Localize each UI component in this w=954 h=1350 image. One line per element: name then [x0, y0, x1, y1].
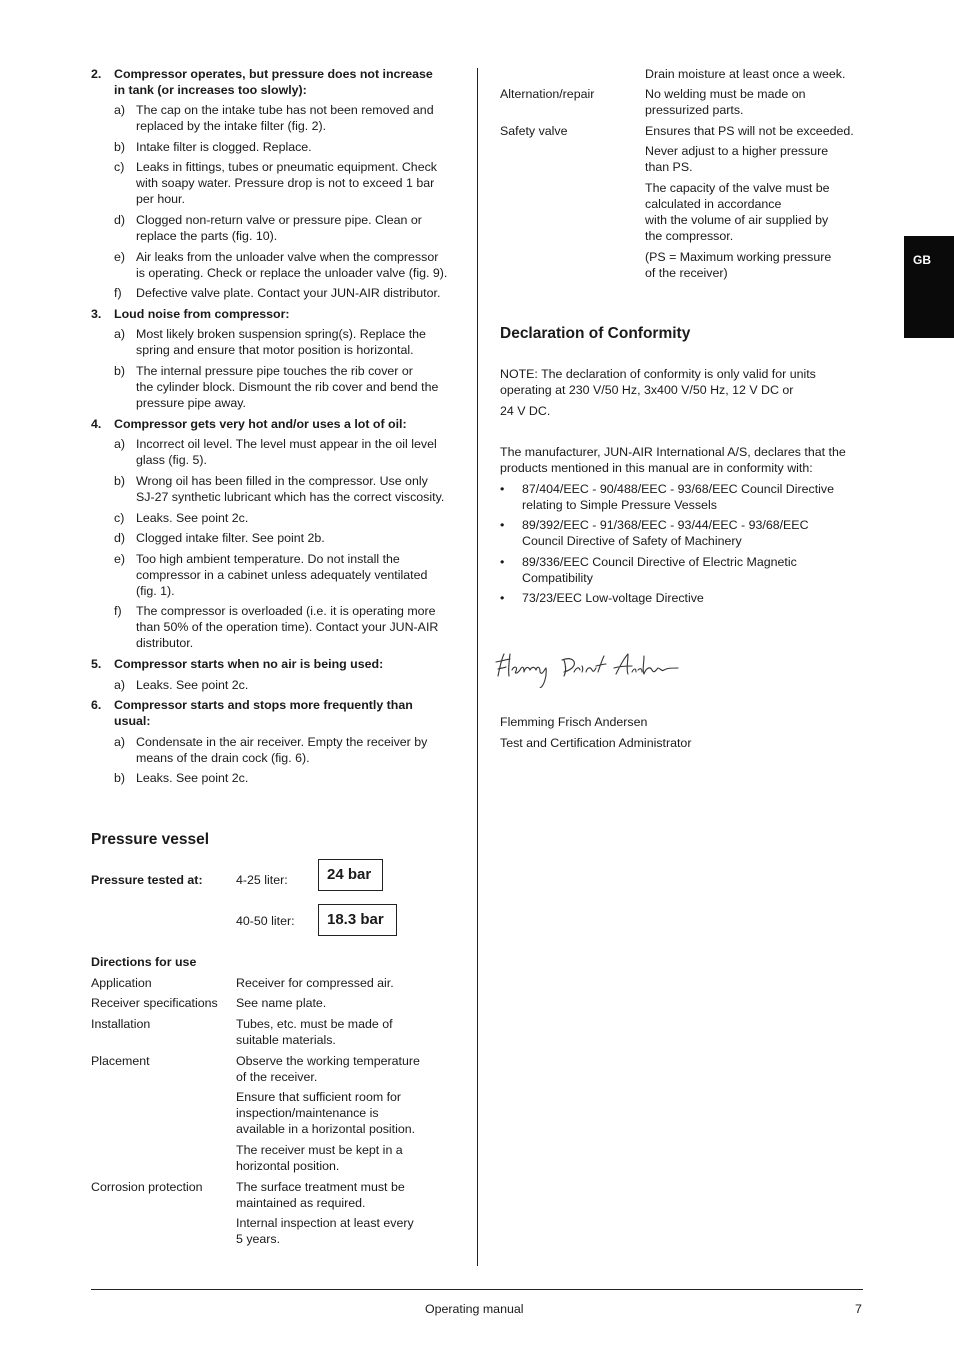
sub-item-letter: f)	[114, 286, 122, 300]
directions-text: Never adjust to a higher pressure	[645, 144, 829, 158]
sub-item-letter: b)	[114, 771, 126, 785]
sub-item-letter: a)	[114, 437, 126, 451]
sub-item-text: Too high ambient temperature. Do not install the	[136, 552, 400, 566]
page-number: 7	[855, 1302, 862, 1316]
directions-text: suitable materials.	[236, 1033, 336, 1047]
directions-text: 5 years.	[236, 1232, 281, 1246]
directive-item: Council Directive of Safety of Machinery	[522, 534, 742, 548]
item-number: 3.	[91, 307, 102, 321]
pressure-vessel-heading: Pressure vessel	[91, 831, 210, 848]
directions-text: pressurized parts.	[645, 103, 744, 117]
declaration-heading: Declaration of Conformity	[500, 325, 691, 342]
item-title-line: Compressor starts when no air is being used:	[114, 657, 384, 671]
sub-item-text: replaced by the intake filter (fig. 2).	[136, 119, 327, 133]
sub-item-text: Leaks. See point 2c.	[136, 678, 249, 692]
sub-item-letter: c)	[114, 160, 125, 174]
sub-item-letter: b)	[114, 474, 126, 488]
sub-item-letter: a)	[114, 678, 126, 692]
sub-item-text: Clogged intake filter. See point 2b.	[136, 531, 325, 545]
bullet-icon: •	[500, 591, 505, 605]
directive-item: 87/404/EEC - 90/488/EEC - 93/68/EEC Council Directive	[522, 482, 834, 496]
sub-item-text: Leaks. See point 2c.	[136, 511, 249, 525]
item-title-line: Compressor starts and stops more frequently than	[114, 698, 413, 712]
directive-item: 73/23/EEC Low-voltage Directive	[522, 591, 704, 605]
sub-item-letter: f)	[114, 604, 122, 618]
directions-text: Drain moisture at least once a week.	[645, 67, 846, 81]
sub-item-text: Leaks in fittings, tubes or pneumatic equipment. Check	[136, 160, 437, 174]
directions-text: the compressor.	[645, 229, 734, 243]
sub-item-text: is operating. Check or replace the unloader valve (fig. 9).	[136, 266, 448, 280]
directions-label: Placement	[91, 1054, 150, 1068]
declaration-intro: The manufacturer, JUN-AIR International A/S, declares that the	[500, 445, 846, 459]
footer-rule	[91, 1289, 863, 1290]
directions-text: Ensures that PS will not be exceeded.	[645, 124, 854, 138]
item-title-line: Loud noise from compressor:	[114, 307, 290, 321]
sub-item-letter: b)	[114, 140, 126, 154]
directions-text: Observe the working temperature	[236, 1054, 420, 1068]
pressure-value-box: 18.3 bar	[318, 904, 397, 936]
directions-text: The receiver must be kept in a	[236, 1143, 403, 1157]
sub-item-text: compressor in a cabinet unless adequately ventilated	[136, 568, 428, 582]
directions-text: Ensure that sufficient room for	[236, 1090, 402, 1104]
sub-item-letter: a)	[114, 327, 126, 341]
directions-text: No welding must be made on	[645, 87, 806, 101]
directions-text: (PS = Maximum working pressure	[645, 250, 832, 264]
sub-item-text: (fig. 1).	[136, 584, 175, 598]
item-number: 4.	[91, 417, 102, 431]
directions-text: The capacity of the valve must be	[645, 181, 830, 195]
sub-item-text: glass (fig. 5).	[136, 453, 207, 467]
directions-label: Receiver specifications	[91, 996, 218, 1010]
sub-item-text: The cap on the intake tube has not been removed and	[136, 103, 434, 117]
pressure-row-label: 4-25 liter:	[236, 873, 288, 887]
column-divider	[477, 68, 478, 1266]
sub-item-letter: e)	[114, 250, 126, 264]
sub-item-text: Leaks. See point 2c.	[136, 771, 249, 785]
sub-item-text: Condensate in the air receiver. Empty the receiver by	[136, 735, 428, 749]
sub-item-text: Incorrect oil level. The level must appear in the oil level	[136, 437, 437, 451]
declaration-note: 24 V DC.	[500, 404, 551, 418]
sub-item-text: the cylinder block. Dismount the rib cover and bend the	[136, 380, 439, 394]
sub-item-letter: d)	[114, 213, 126, 227]
sub-item-letter: e)	[114, 552, 126, 566]
directions-text: than PS.	[645, 160, 693, 174]
sub-item-text: replace the parts (fig. 10).	[136, 229, 278, 243]
declaration-note: operating at 230 V/50 Hz, 3x400 V/50 Hz, 12 V DC or	[500, 383, 794, 397]
item-title-line: Compressor operates, but pressure does not increase	[114, 67, 433, 81]
directions-heading: Directions for use	[91, 955, 197, 969]
sub-item-text: means of the drain cock (fig. 6).	[136, 751, 310, 765]
bullet-icon: •	[500, 555, 505, 569]
sub-item-text: Air leaks from the unloader valve when the compressor	[136, 250, 439, 264]
sub-item-text: Intake filter is clogged. Replace.	[136, 140, 312, 154]
declaration-intro: products mentioned in this manual are in conformity with:	[500, 461, 813, 475]
sub-item-text: spring and ensure that motor position is horizontal.	[136, 343, 414, 357]
item-number: 2.	[91, 67, 102, 81]
directive-item: 89/336/EEC Council Directive of Electric Magnetic	[522, 555, 797, 569]
declaration-note: NOTE: The declaration of conformity is only valid for units	[500, 367, 816, 381]
item-title-line: in tank (or increases too slowly):	[114, 83, 307, 97]
sub-item-text: pressure pipe away.	[136, 396, 246, 410]
bullet-icon: •	[500, 518, 505, 532]
directions-label: Corrosion protection	[91, 1180, 203, 1194]
directions-text: maintained as required.	[236, 1196, 366, 1210]
directions-text: See name plate.	[236, 996, 327, 1010]
bullet-icon: •	[500, 482, 505, 496]
signer-title: Test and Certification Administrator	[500, 736, 692, 750]
directive-item: 89/392/EEC - 91/368/EEC - 93/44/EEC - 93/68/EEC	[522, 518, 809, 532]
directions-text: Receiver for compressed air.	[236, 976, 394, 990]
directions-text: Internal inspection at least every	[236, 1216, 414, 1230]
directions-text: available in a horizontal position.	[236, 1122, 416, 1136]
sub-item-letter: a)	[114, 103, 126, 117]
signature-image	[492, 646, 682, 688]
directions-label: Installation	[91, 1017, 151, 1031]
sub-item-letter: c)	[114, 511, 125, 525]
sub-item-text: Defective valve plate. Contact your JUN-AIR distributor.	[136, 286, 441, 300]
sub-item-text: SJ-27 synthetic lubricant which has the correct viscosity.	[136, 490, 445, 504]
sub-item-letter: b)	[114, 364, 126, 378]
sub-item-text: The compressor is overloaded (i.e. it is operating more	[136, 604, 436, 618]
sub-item-text: with soapy water. Pressure drop is not to exceed 1 bar	[136, 176, 435, 190]
directions-text: horizontal position.	[236, 1159, 340, 1173]
directions-text: with the volume of air supplied by	[645, 213, 829, 227]
sub-item-text: per hour.	[136, 192, 185, 206]
directions-label: Alternation/repair	[500, 87, 595, 101]
sub-item-letter: d)	[114, 531, 126, 545]
item-number: 6.	[91, 698, 102, 712]
pressure-tested-label: Pressure tested at:	[91, 873, 203, 887]
sub-item-text: than 50% of the operation time). Contact your JUN-AIR	[136, 620, 439, 634]
directions-label: Application	[91, 976, 152, 990]
sub-item-text: distributor.	[136, 636, 194, 650]
sub-item-text: The internal pressure pipe touches the rib cover or	[136, 364, 413, 378]
directions-text: of the receiver.	[236, 1070, 318, 1084]
directions-text: inspection/maintenance is	[236, 1106, 379, 1120]
directive-item: relating to Simple Pressure Vessels	[522, 498, 717, 512]
language-tab-label: GB	[913, 253, 931, 267]
directions-text: of the receiver)	[645, 266, 728, 280]
item-number: 5.	[91, 657, 102, 671]
signer-name: Flemming Frisch Andersen	[500, 715, 648, 729]
sub-item-text: Wrong oil has been filled in the compressor. Use only	[136, 474, 428, 488]
item-title-line: Compressor gets very hot and/or uses a lot of oil:	[114, 417, 407, 431]
directions-label: Safety valve	[500, 124, 568, 138]
sub-item-text: Clogged non-return valve or pressure pipe. Clean or	[136, 213, 422, 227]
pressure-value-box: 24 bar	[318, 859, 383, 891]
directions-text: The surface treatment must be	[236, 1180, 405, 1194]
directive-item: Compatibility	[522, 571, 593, 585]
footer-title: Operating manual	[425, 1302, 524, 1316]
directions-text: calculated in accordance	[645, 197, 782, 211]
pressure-row-label: 40-50 liter:	[236, 914, 295, 928]
item-title-line: usual:	[114, 714, 151, 728]
sub-item-letter: a)	[114, 735, 126, 749]
sub-item-text: Most likely broken suspension spring(s). Replace the	[136, 327, 426, 341]
directions-text: Tubes, etc. must be made of	[236, 1017, 393, 1031]
